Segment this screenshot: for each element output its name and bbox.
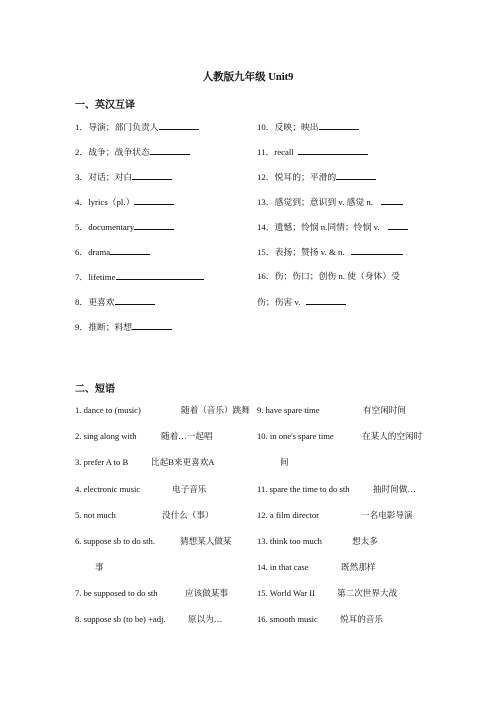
phrase-zh: 既然那样: [341, 562, 376, 572]
vocab-item: 4．lyrics（pl.）: [75, 196, 174, 208]
vocab-item: 11．recall: [257, 146, 368, 158]
phrase-en: 7. be supposed to do sth: [75, 588, 158, 598]
answer-blank[interactable]: [298, 146, 368, 155]
vocab-item: 13．感觉到；意识到 v. 感觉 n.: [257, 196, 403, 208]
answer-blank[interactable]: [388, 221, 408, 230]
answer-blank[interactable]: [150, 146, 190, 155]
answer-blank[interactable]: [115, 296, 155, 305]
vocab-item: 5．documentary: [75, 221, 174, 233]
answer-blank[interactable]: [319, 121, 359, 130]
section-heading-translation: 一、英汉互译: [75, 100, 135, 111]
phrase-zh: 抽时间做…: [373, 484, 416, 494]
phrase-en: 1. dance to (music): [75, 405, 141, 415]
phrase-en: 14. in that case: [257, 562, 309, 572]
phrase-en: 10. in one's spare time: [257, 431, 334, 441]
phrase-zh: 猜想某人做某: [180, 536, 232, 546]
vocab-item: 2．战争；战争状态: [75, 146, 190, 158]
answer-blank[interactable]: [132, 171, 172, 180]
phrase-en: 12. a film director: [257, 510, 320, 520]
vocab-item: 6．drama: [75, 246, 150, 258]
phrase-en: 16. smooth music: [257, 614, 318, 624]
phrase-zh: 第二次世界大战: [337, 588, 398, 598]
vocab-item: 14．遗憾；怜悯 n.同情；怜悯 v.: [257, 221, 408, 233]
phrase-zh: 比起B来更喜欢A: [151, 457, 215, 467]
phrase-en: 6. suppose sb to do sth.: [75, 536, 155, 546]
answer-blank[interactable]: [159, 121, 199, 130]
vocab-item: 16．伤；伤口；创伤 n. 使（身体）受: [257, 271, 400, 281]
phrase-en: 9. have spare time: [257, 405, 320, 415]
phrase-zh: 在某人的空闲时: [362, 431, 423, 441]
phrase-en: 13. think too much: [257, 536, 322, 546]
phrase-zh: 原以为…: [188, 614, 223, 624]
phrase-en: 15. World War II: [257, 588, 315, 598]
vocab-item: 3．对话；对白: [75, 171, 172, 183]
vocab-item: 7．lifetime: [75, 271, 204, 283]
phrase-en: 3. prefer A to B: [75, 457, 129, 467]
page-title: 人教版九年级 Unit9: [202, 72, 294, 83]
phrase-en: 4. electronic music: [75, 484, 141, 494]
answer-blank[interactable]: [336, 171, 376, 180]
vocab-item: 10．反映；映出: [257, 121, 359, 133]
answer-blank[interactable]: [134, 221, 174, 230]
vocab-item: 12．悦耳的；平滑的: [257, 171, 376, 183]
phrase-zh: 一名电影导演: [361, 510, 413, 520]
phrase-en: 2. sing along with: [75, 431, 137, 441]
vocab-item: 9．推断；料想: [75, 321, 172, 333]
phrase-en: 5. not much: [75, 510, 116, 520]
phrase-en: 8. suppose sb (to be) +adj.: [75, 614, 166, 624]
phrase-zh-continuation: 事: [95, 562, 104, 572]
answer-blank[interactable]: [306, 296, 346, 305]
phrase-en: 11. spare the time to do sth: [257, 484, 350, 494]
phrase-zh-continuation: 间: [280, 457, 289, 467]
phrase-zh: 电子音乐: [172, 484, 207, 494]
vocab-item-continuation: 伤；伤害 v.: [257, 296, 346, 308]
phrase-zh: 没什么（事）: [162, 510, 214, 520]
answer-blank[interactable]: [116, 271, 204, 280]
answer-blank[interactable]: [351, 246, 403, 255]
vocab-item: 15．表扬；赞扬 v. & n.: [257, 246, 403, 258]
answer-blank[interactable]: [134, 196, 174, 205]
answer-blank[interactable]: [110, 246, 150, 255]
answer-blank[interactable]: [132, 321, 172, 330]
phrase-zh: 悦耳的音乐: [340, 614, 383, 624]
answer-blank[interactable]: [381, 196, 403, 205]
phrase-zh: 想太多: [352, 536, 378, 546]
phrase-zh: 有空闲时间: [363, 405, 406, 415]
vocab-item: 8．更喜欢: [75, 296, 155, 308]
vocab-item: 1．导演；部门负责人: [75, 121, 199, 133]
phrase-zh: 应该做某事: [185, 588, 228, 598]
section-heading-phrases: 二、短语: [75, 384, 115, 395]
phrase-zh: 随着…一起唱: [161, 431, 213, 441]
phrase-zh: 随着（音乐）跳舞: [181, 405, 250, 415]
